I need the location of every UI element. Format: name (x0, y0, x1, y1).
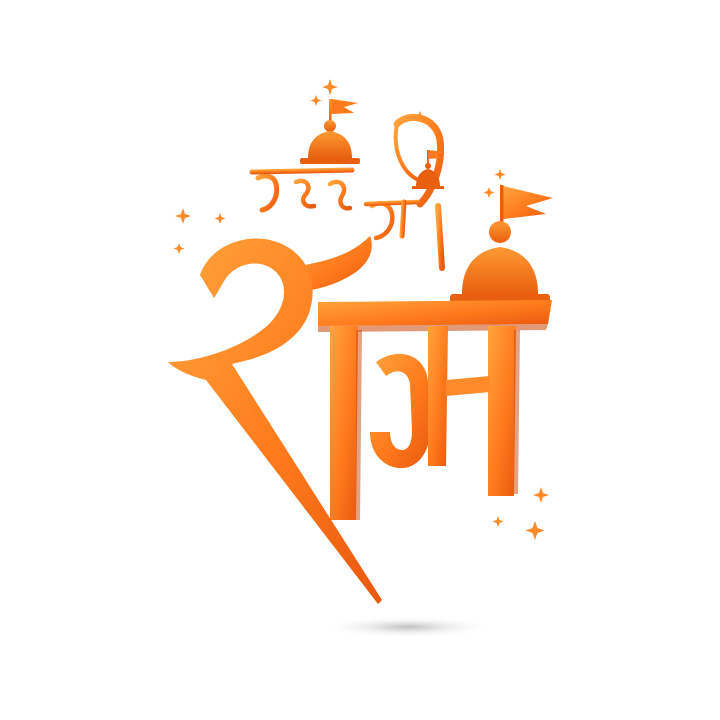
word-jai (252, 170, 352, 214)
sparkle-icon (526, 521, 545, 540)
sparkle-icon (484, 187, 495, 198)
sparkle-icon (175, 208, 191, 224)
ground-shadow (322, 616, 494, 638)
sparkle-icon (533, 487, 549, 503)
sparkle-icon (215, 213, 226, 224)
small-temple-icon (300, 99, 360, 164)
sparkle-icon (174, 243, 185, 254)
sparkle-icon (311, 95, 322, 106)
large-temple-icon (450, 185, 553, 303)
word-shri (366, 117, 444, 268)
sparkle-icon (322, 79, 338, 95)
sparkle-icon (495, 169, 506, 180)
sparkle-icon (493, 516, 504, 527)
